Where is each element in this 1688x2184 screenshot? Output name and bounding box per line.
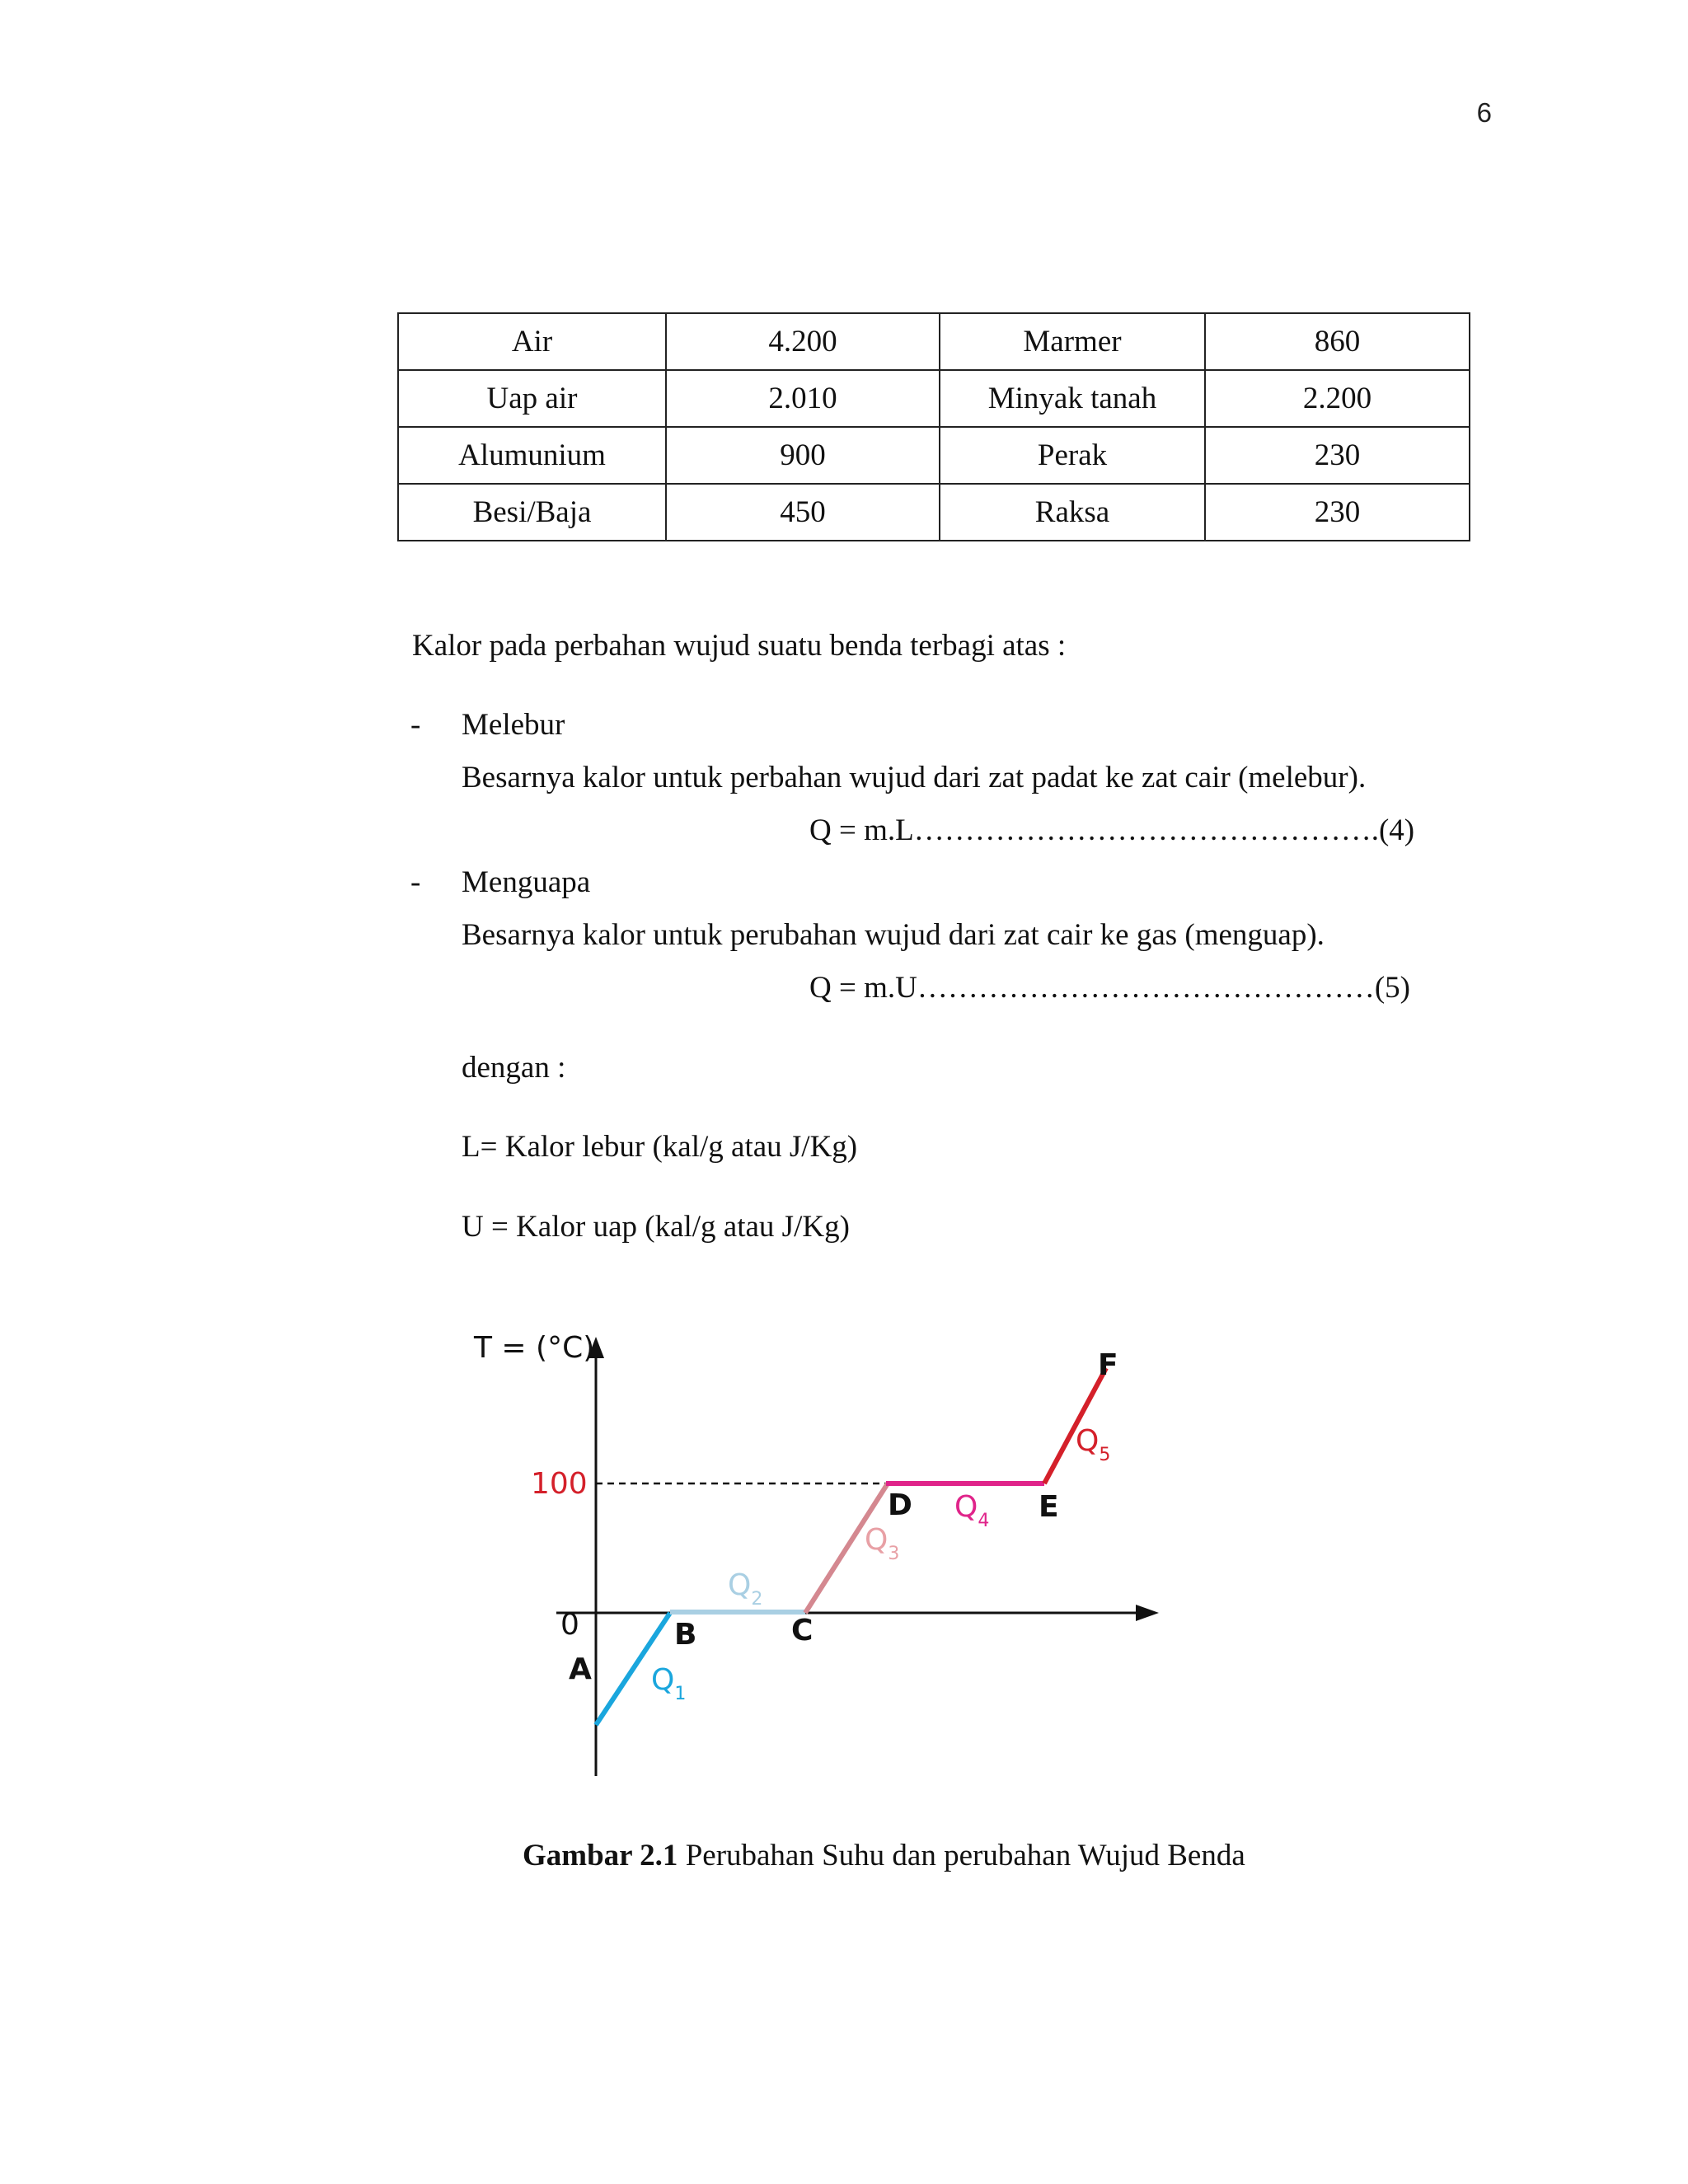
page-number: 6	[1476, 97, 1492, 128]
q5-label: $Q_5$	[1076, 1424, 1111, 1465]
table-cell: 450	[666, 484, 940, 541]
q3-label: $Q_3$	[865, 1523, 900, 1564]
item-desc-melebur: Besarnya kalor untuk perbahan wujud dari zat padat ke zat cair (melebur).	[462, 761, 1367, 794]
item-title-melebur: Melebur	[462, 708, 565, 742]
point-label-C: C	[791, 1614, 814, 1647]
point-label-B: B	[674, 1618, 697, 1652]
table-cell: Raksa	[940, 484, 1205, 541]
intro-paragraph: Kalor pada perbahan wujud suatu benda terbagi atas :	[412, 629, 1067, 663]
caption-text: Perubahan Suhu dan perubahan Wujud Benda	[678, 1839, 1245, 1872]
point-label-F: F	[1098, 1348, 1118, 1382]
q1-label: $Q_1$	[651, 1663, 687, 1704]
item-title-menguap: Menguapa	[462, 865, 591, 899]
formula-4: Q = m.L……………………………………….(4)	[809, 813, 1415, 847]
y-tick-100: 100	[531, 1467, 588, 1501]
table-cell: 900	[666, 427, 940, 484]
phase-change-graph	[445, 1310, 1170, 1788]
q2-label: $Q_2$	[728, 1568, 763, 1610]
point-label-D: D	[888, 1488, 912, 1522]
table-cell: 2.010	[666, 370, 940, 427]
table-row	[398, 370, 1470, 427]
point-label-E: E	[1039, 1490, 1059, 1524]
item-desc-menguap: Besarnya kalor untuk perubahan wujud dari zat cair ke gas (menguap).	[462, 918, 1325, 952]
bullet-dash: -	[410, 708, 421, 742]
caption-label: Gambar 2.1	[523, 1839, 678, 1872]
table-cell: Minyak tanah	[940, 370, 1205, 427]
point-label-A: A	[569, 1652, 592, 1686]
table-cell: 860	[1205, 313, 1470, 370]
table-cell: Uap air	[398, 370, 666, 427]
table-cell: Besi/Baja	[398, 484, 666, 541]
table-cell: 4.200	[666, 313, 940, 370]
formula-5: Q = m.U………………………………………(5)	[809, 971, 1410, 1005]
table-row	[398, 313, 1470, 370]
specific-heat-table	[397, 312, 1470, 541]
table-cell: Air	[398, 313, 666, 370]
table-cell: Perak	[940, 427, 1205, 484]
table-row	[398, 427, 1470, 484]
definition-L: L= Kalor lebur (kal/g atau J/Kg)	[462, 1130, 858, 1164]
dengan-label: dengan :	[462, 1051, 566, 1085]
q4-label: $Q_4$	[954, 1490, 990, 1531]
x-axis-arrow	[1136, 1605, 1159, 1621]
definition-U: U = Kalor uap (kal/g atau J/Kg)	[462, 1210, 850, 1244]
table-row	[398, 484, 1470, 541]
y-axis-label: T = (°C)	[474, 1331, 595, 1365]
table-cell: Marmer	[940, 313, 1205, 370]
y-tick-0: 0	[560, 1608, 579, 1642]
bullet-dash: -	[410, 865, 421, 899]
table-cell: 2.200	[1205, 370, 1470, 427]
table-cell: 230	[1205, 427, 1470, 484]
table-cell: Alumunium	[398, 427, 666, 484]
table-cell: 230	[1205, 484, 1470, 541]
